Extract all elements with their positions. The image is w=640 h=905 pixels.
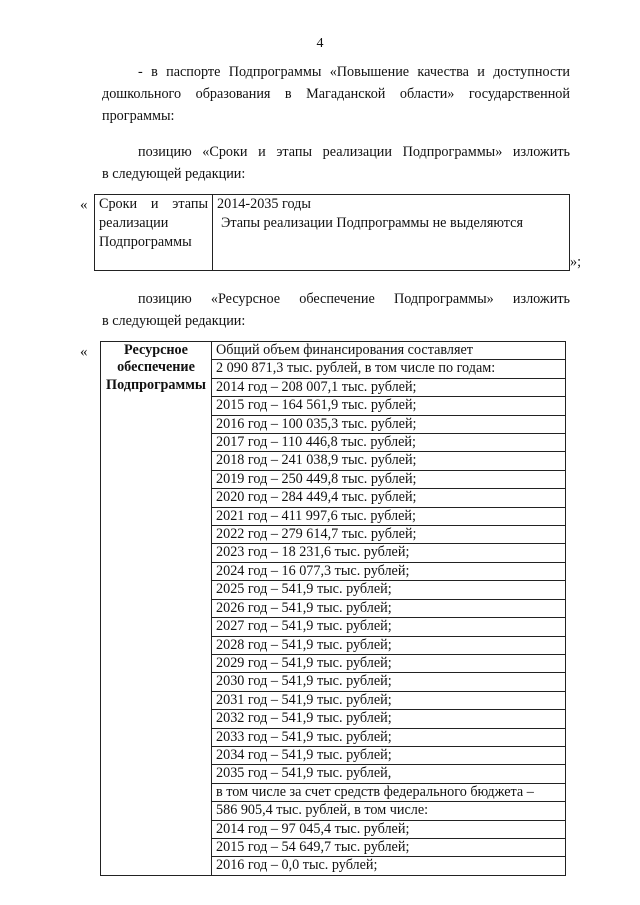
table2-value-line: 2022 год – 279 614,7 тыс. рублей;	[212, 525, 565, 543]
intro-line-1: - в паспорте Подпрограммы «Повышение качества и доступности	[138, 64, 570, 80]
position1-line-2: в следующей редакции:	[102, 166, 246, 182]
table1-label-cell	[95, 195, 213, 271]
table2-value-line: 2023 год – 18 231,6 тыс. рублей;	[212, 543, 565, 561]
table2-value-line: 2026 год – 541,9 тыс. рублей;	[212, 599, 565, 617]
table2-value-line: 2020 год – 284 449,4 тыс. рублей;	[212, 488, 565, 506]
table2-value-line: 2029 год – 541,9 тыс. рублей;	[212, 654, 565, 672]
table1-value-line: Этапы реализации Подпрограммы не выделяются	[221, 215, 523, 231]
table2-value-line: 2018 год – 241 038,9 тыс. рублей;	[212, 451, 565, 469]
table2-value-line: 2021 год – 411 997,6 тыс. рублей;	[212, 507, 565, 525]
table2-value-line: 2024 год – 16 077,3 тыс. рублей;	[212, 562, 565, 580]
position1-line-1: позицию «Сроки и этапы реализации Подпрограммы» изложить	[138, 144, 570, 160]
position2-line-1: позицию «Ресурсное обеспечение Подпрограммы» изложить	[138, 291, 570, 307]
intro-line-2: дошкольного образования в Магаданской области» государственной	[102, 86, 570, 102]
position2-line-2: в следующей редакции:	[102, 313, 246, 329]
table2-value-line: 2033 год – 541,9 тыс. рублей;	[212, 728, 565, 746]
table2-value-line: 2015 год – 54 649,7 тыс. рублей;	[212, 838, 565, 856]
table1-label-line-1: Сроки и этапы	[99, 196, 208, 212]
table2-value-line: 2014 год – 208 007,1 тыс. рублей;	[212, 378, 565, 396]
table2-value-line: в том числе за счет средств федерального бюджета –	[212, 783, 565, 801]
table2-resources	[100, 341, 566, 876]
table2-value-line: 2032 год – 541,9 тыс. рублей;	[212, 709, 565, 727]
table2-value-line: 586 905,4 тыс. рублей, в том числе:	[212, 801, 565, 819]
table2-label-cell	[101, 342, 212, 876]
table1-close-quote: »;	[570, 254, 582, 270]
table2-value-line: 2016 год – 100 035,3 тыс. рублей;	[212, 415, 565, 433]
table2-value-line: 2028 год – 541,9 тыс. рублей;	[212, 636, 565, 654]
table2-value-line: 2015 год – 164 561,9 тыс. рублей;	[212, 396, 565, 414]
table2-value-line: 2 090 871,3 тыс. рублей, в том числе по годам:	[212, 359, 565, 377]
table2-value-cell	[212, 342, 566, 876]
table2-value-line: 2027 год – 541,9 тыс. рублей;	[212, 617, 565, 635]
table2-open-quote: «	[80, 344, 88, 360]
table2-value-line: 2035 год – 541,9 тыс. рублей,	[212, 764, 565, 782]
table2-label-line-1: Ресурсное	[124, 342, 188, 358]
table2-value-line: 2030 год – 541,9 тыс. рублей;	[212, 672, 565, 690]
table1-value-cell	[213, 195, 570, 271]
intro-line-3: программы:	[102, 108, 175, 124]
table2-value-line: 2025 год – 541,9 тыс. рублей;	[212, 580, 565, 598]
table1-open-quote: «	[80, 197, 88, 213]
table2-value-line: 2031 год – 541,9 тыс. рублей;	[212, 691, 565, 709]
table2-label-line-3: Подпрограммы	[106, 376, 206, 393]
table2-value-line: 2014 год – 97 045,4 тыс. рублей;	[212, 820, 565, 838]
table2-value-line: 2034 год – 541,9 тыс. рублей;	[212, 746, 565, 764]
intro-paragraph	[102, 61, 570, 127]
table2-value-line: 2016 год – 0,0 тыс. рублей;	[212, 856, 565, 874]
table2-label-line-2: обеспечение	[117, 359, 195, 376]
table1-timeframe	[94, 194, 570, 271]
position1-paragraph	[102, 141, 570, 185]
position2-paragraph	[102, 288, 570, 332]
table1-value-line: 2014-2035 годы	[217, 196, 311, 212]
page-number: 4	[316, 36, 324, 51]
table2-value-line: Общий объем финансирования составляет	[216, 342, 473, 358]
table1-label-line-3: Подпрограммы	[99, 234, 192, 250]
table2-value-line: 2017 год – 110 446,8 тыс. рублей;	[212, 433, 565, 451]
table1-label-line-2: реализации	[99, 215, 169, 231]
table2-value-line: 2019 год – 250 449,8 тыс. рублей;	[212, 470, 565, 488]
